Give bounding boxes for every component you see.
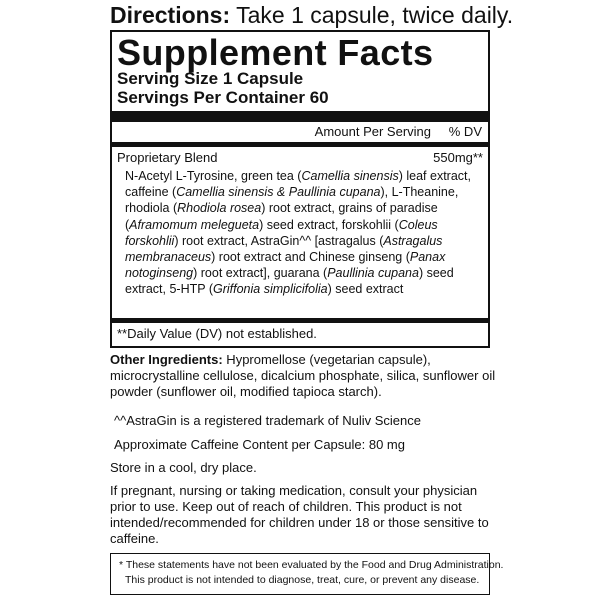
ingredient-text: ) root extract, grains of paradise ( [125, 201, 438, 232]
botanical-name: Panax notoginseng [125, 250, 446, 281]
disclaimer-line-1: * These statements have not been evaluated by the Food and Drug Administration. [119, 559, 504, 571]
blend-amount: 550mg** [433, 150, 483, 165]
dv-header: % DV [448, 124, 482, 139]
botanical-name: Astragalus membranaceus [125, 233, 443, 265]
botanical-name: Coleus forskohlii [125, 217, 438, 248]
facts-title: Supplement Facts [117, 32, 434, 73]
blend-ingredients [125, 168, 480, 298]
caffeine-content: Approximate Caffeine Content per Capsule: 80 mg [114, 437, 405, 452]
servings-per-container: Servings Per Container 60 [117, 88, 329, 107]
ingredient-text: ) seed extract, forskohlii ( [259, 217, 399, 232]
ingredient-text: ) seed extract [327, 282, 404, 297]
disclaimer-line-2: This product is not intended to diagnose, treat, cure, or prevent any disease. [125, 574, 480, 586]
botanical-name: Paullinia cupana [327, 266, 419, 281]
botanical-name: Rhodiola rosea [177, 201, 262, 216]
ingredient-text: ) leaf extract, caffeine ( [125, 169, 471, 200]
other-ingredients-text: Hypromellose (vegetarian capsule), microcrystalline cellulose, dicalcium phosphate, silica, sunflower oil powder (sunflower oil, modified tapioca starch). [110, 352, 496, 399]
directions [110, 2, 513, 28]
ingredient-text: N-Acetyl L-Tyrosine, green tea ( [125, 169, 302, 183]
amount-per-serving-label: Amount Per Serving [314, 124, 431, 139]
fda-disclaimer [110, 553, 504, 595]
botanical-name: Aframomum melegueta [129, 217, 260, 232]
ingredient-text: ) root extract], guarana ( [193, 266, 328, 281]
botanical-name: Griffonia simplicifolia [212, 282, 328, 297]
trademark-note: ^^AstraGin is a registered trademark of Nuliv Science [114, 413, 421, 428]
botanical-name: Camellia sinensis & Paullinia cupana [176, 185, 381, 200]
ingredient-text: ) root extract, AstraGin^^ [astragalus ( [174, 233, 384, 248]
ingredient-text: ) root extract and Chinese ginseng ( [211, 250, 410, 265]
dv-footnote: **Daily Value (DV) not established. [117, 326, 317, 341]
ingredient-text: ) seed extract, 5-HTP ( [125, 266, 454, 297]
amount-header [112, 124, 488, 140]
storage-instructions: Store in a cool, dry place. [110, 460, 257, 475]
ingredient-text: ), L-Theanine, rhodiola ( [125, 185, 459, 216]
serving-size: Serving Size 1 Capsule [117, 69, 304, 88]
botanical-name: Camellia sinensis [301, 169, 399, 183]
supplement-facts-panel [110, 30, 490, 348]
directions-label: Directions: [110, 2, 231, 28]
other-ingredients-label: Other Ingredients: [110, 352, 223, 367]
divider-thick [112, 111, 488, 122]
blend-name: Proprietary Blend [117, 150, 218, 165]
directions-text: Take 1 capsule, twice daily. [230, 2, 514, 28]
other-ingredients [110, 352, 505, 400]
divider-medium [112, 142, 488, 147]
divider-bottom [112, 318, 488, 323]
warning-text: If pregnant, nursing or taking medication, consult your physician prior to use. Keep out of reach of children. This product is not intended/recommended for children under 18 or those sensitive to caffeine. [110, 483, 489, 546]
